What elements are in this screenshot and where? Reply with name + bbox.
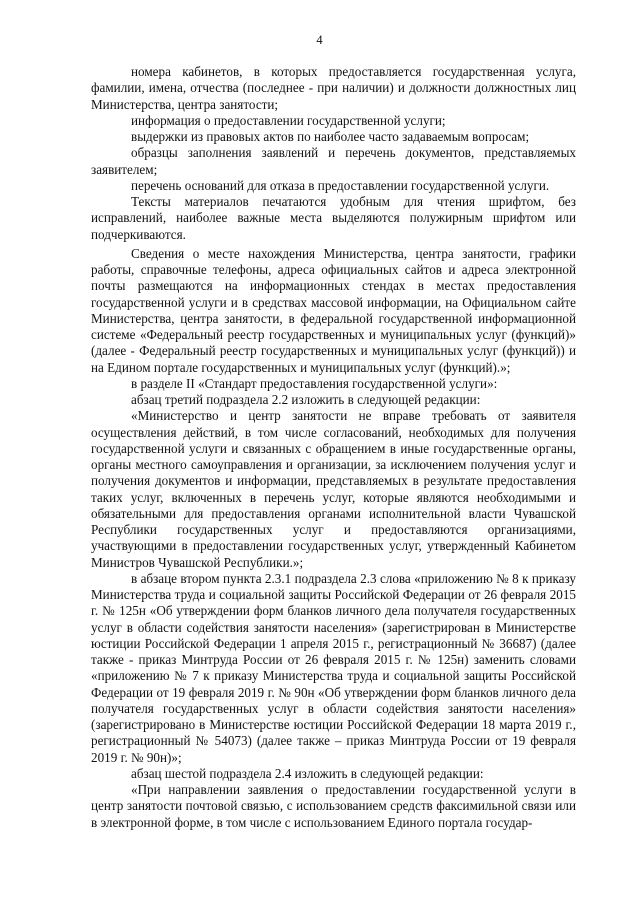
page-number: 4	[316, 33, 323, 47]
paragraph: «При направлении заявления о предоставлении государственной услуги в центр занятости почтовой связью, с использованием средств факсимильной связи или в электронной форме, в том числе с использованием Единого портала государ-	[91, 782, 576, 830]
paragraph: Тексты материалов печатаются удобным для чтения шрифтом, без исправлений, наиболее важные места выделяются полужирным шрифтом или подчеркиваются.	[91, 194, 576, 242]
paragraph: «Министерство и центр занятости не вправе требовать от заявителя осуществления действий, в том числе согласований, необходимых для получения государственной услуги и связанных с обращением в иные государственные органы, органы местного самоуправления и организации, за исключением получения услуг и получения документов и информации, представляемых в результате предоставления таких услуг, включенных в перечень услуг, которые являются необходимыми и обязательными для предоставления органами исполнительной власти Чувашской Республики государственных услуг и предоставляются организациями, участвующими в предоставлении государственных услуг, утвержденный Кабинетом Министров Чувашской Республики.»;	[91, 408, 576, 570]
paragraph: номера кабинетов, в которых предоставляется государственная услуга, фамилии, имена, отчества (последнее - при наличии) и должности должностных лиц Министерства, центра занятости;	[91, 64, 576, 112]
paragraph: Сведения о месте нахождения Министерства, центра занятости, графики работы, справочные телефоны, адреса официальных сайтов и адреса электронной почты размещаются на информационных стендах в местах предоставления государственной услуги и в средствах массовой информации, на Официальном сайте Министерства, центра занятости, в федеральной государственной информационной системе «Федеральный реестр государственных и муниципальных услуг (функций)» (далее - Федеральный реестр государственных и муниципальных услуг (функций)) и на Едином портале государственных и муниципальных услуг (функций).»;	[91, 245, 576, 375]
paragraph: информация о предоставлении государственной услуги;	[131, 112, 446, 128]
paragraph: перечень оснований для отказа в предоставлении государственной услуги.	[131, 177, 550, 193]
paragraph: абзац шестой подраздела 2.4 изложить в следующей редакции:	[131, 765, 484, 781]
paragraph: выдержки из правовых актов по наиболее часто задаваемым вопросам;	[131, 129, 530, 144]
document-body	[91, 64, 576, 831]
paragraph: абзац третий подраздела 2.2 изложить в следующей редакции:	[131, 392, 481, 407]
paragraph: в абзаце втором пункта 2.3.1 подраздела 2.3 слова «приложению № 8 к приказу Министерства труда и социальной защиты Российской Федерации от 26 февраля 2015 г. № 125н «Об утверждении форм бланков личного дела получателя государственных услуг в области содействия занятости населения» (зарегистрирован в Министерстве юстиции Российской Федерации 1 апреля 2015 г., регистрационный № 36687) (далее также - приказ Минтруда России от 26 февраля 2015 г. № 125н) заменить словами «приложению № 7 к приказу Министерства труда и социальной защиты Российской Федерации от 19 февраля 2019 г. № 90н «Об утверждении форм бланков личного дела получателя государственных услуг в области содействия занятости населения» (зарегистрировано в Министерстве юстиции Российской Федерации 18 марта 2019 г., регистрационный № 54073) (далее также – приказ Минтруда России от 19 февраля 2019 г. № 90н)»;	[91, 570, 576, 765]
paragraph: в разделе II «Стандарт предоставления государственной услуги»:	[131, 375, 498, 391]
paragraph: образцы заполнения заявлений и перечень документов, представляемых заявителем;	[91, 145, 576, 177]
